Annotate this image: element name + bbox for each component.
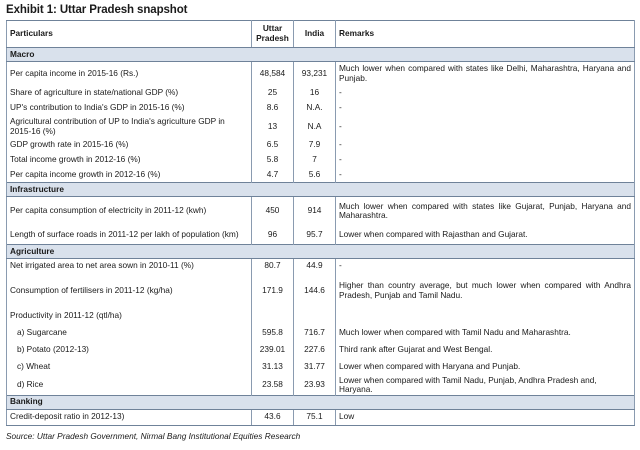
cell-remark: Higher than country average, but much lower when compared with Andhra Pradesh, Punjab and Tamil Nadu. [336,274,635,308]
cell-up: 31.13 [252,359,294,376]
cell-particular: d) Rice [7,376,252,396]
table-row [7,101,635,116]
section-row-agriculture [7,245,635,259]
table-row [7,259,635,274]
cell-up: 25 [252,86,294,101]
table-row [7,138,635,153]
cell-india: N.A [294,116,336,138]
section-label: Agriculture [7,245,635,259]
table-header-row [7,21,635,48]
cell-particular: Total income growth in 2012-16 (%) [7,153,252,168]
cell-up: 595.8 [252,325,294,342]
cell-remark: - [336,101,635,116]
cell-remark: Third rank after Gujarat and West Bengal. [336,342,635,359]
cell-particular: Per capita income growth in 2012-16 (%) [7,168,252,183]
cell-india: 914 [294,197,336,226]
table-row [7,168,635,183]
section-label: Macro [7,48,635,62]
cell-remark: - [336,168,635,183]
cell-india: 23.93 [294,376,336,396]
cell-up: 4.7 [252,168,294,183]
table-row [7,86,635,101]
table-row [7,359,635,376]
cell-particular: Share of agriculture in state/national GDP (%) [7,86,252,101]
cell-remark: Lower when compared with Rajasthan and Gujarat. [336,226,635,245]
cell-particular: Credit-deposit ratio in 2012-13) [7,409,252,425]
cell-particular: c) Wheat [7,359,252,376]
cell-remark: Much lower when compared with Tamil Nadu and Maharashtra. [336,325,635,342]
cell-remark: - [336,153,635,168]
cell-remark [336,308,635,325]
cell-particular: Agricultural contribution of UP to India's agriculture GDP in 2015-16 (%) [7,116,252,138]
cell-up: 96 [252,226,294,245]
table-row [7,226,635,245]
header-particulars: Particulars [7,21,252,48]
cell-up: 171.9 [252,274,294,308]
cell-up: 5.8 [252,153,294,168]
cell-up: 23.58 [252,376,294,396]
cell-india: 7.9 [294,138,336,153]
cell-india: 44.9 [294,259,336,274]
cell-particular: Length of surface roads in 2011-12 per lakh of population (km) [7,226,252,245]
table-row [7,308,635,325]
cell-particular: a) Sugarcane [7,325,252,342]
cell-particular: Per capita consumption of electricity in 2011-12 (kwh) [7,197,252,226]
cell-up: 8.6 [252,101,294,116]
cell-india: 7 [294,153,336,168]
cell-remark: Much lower when compared with states like Delhi, Maharashtra, Haryana and Punjab. [336,62,635,86]
cell-india: N.A. [294,101,336,116]
cell-particular: Productivity in 2011-12 (qtl/ha) [7,308,252,325]
cell-remark: Low [336,409,635,425]
cell-remark: Lower when compared with Tamil Nadu, Punjab, Andhra Pradesh and, Haryana. [336,376,635,396]
cell-particular: Net irrigated area to net area sown in 2010-11 (%) [7,259,252,274]
header-uttar-pradesh: Uttar Pradesh [252,21,294,48]
header-india: India [294,21,336,48]
cell-india [294,308,336,325]
header-remarks: Remarks [336,21,635,48]
cell-india: 75.1 [294,409,336,425]
table-row [7,376,635,396]
cell-india: 144.6 [294,274,336,308]
cell-particular: UP's contribution to India's GDP in 2015-16 (%) [7,101,252,116]
snapshot-table [6,20,635,426]
cell-india: 31.77 [294,359,336,376]
section-row-infrastructure [7,183,635,197]
exhibit-title: Exhibit 1: Uttar Pradesh snapshot [6,4,188,16]
cell-particular: Consumption of fertilisers in 2011-12 (kg/ha) [7,274,252,308]
table-row [7,274,635,308]
cell-remark: Much lower when compared with states like Gujarat, Punjab, Haryana and Maharashtra. [336,197,635,226]
cell-up [252,308,294,325]
cell-india: 93,231 [294,62,336,86]
cell-particular: GDP growth rate in 2015-16 (%) [7,138,252,153]
section-label: Banking [7,395,635,409]
cell-particular: Per capita income in 2015-16 (Rs.) [7,62,252,86]
cell-up: 13 [252,116,294,138]
table-row [7,342,635,359]
table-row [7,325,635,342]
cell-up: 43.6 [252,409,294,425]
section-row-banking [7,395,635,409]
cell-up: 48,584 [252,62,294,86]
cell-india: 95.7 [294,226,336,245]
cell-remark: Lower when compared with Haryana and Punjab. [336,359,635,376]
cell-particular: b) Potato (2012-13) [7,342,252,359]
table-row [7,409,635,425]
section-label: Infrastructure [7,183,635,197]
cell-remark: - [336,138,635,153]
cell-remark: - [336,259,635,274]
table-row [7,62,635,86]
table-row [7,116,635,138]
cell-up: 239.01 [252,342,294,359]
table-row [7,197,635,226]
cell-up: 6.5 [252,138,294,153]
cell-up: 80.7 [252,259,294,274]
cell-india: 227.6 [294,342,336,359]
cell-india: 16 [294,86,336,101]
cell-up: 450 [252,197,294,226]
table-row [7,153,635,168]
cell-remark: - [336,86,635,101]
cell-india: 5.6 [294,168,336,183]
cell-india: 716.7 [294,325,336,342]
cell-remark: - [336,116,635,138]
source-note: Source: Uttar Pradesh Government, Nirmal Bang Institutional Equities Research [6,431,301,441]
section-row-macro [7,48,635,62]
